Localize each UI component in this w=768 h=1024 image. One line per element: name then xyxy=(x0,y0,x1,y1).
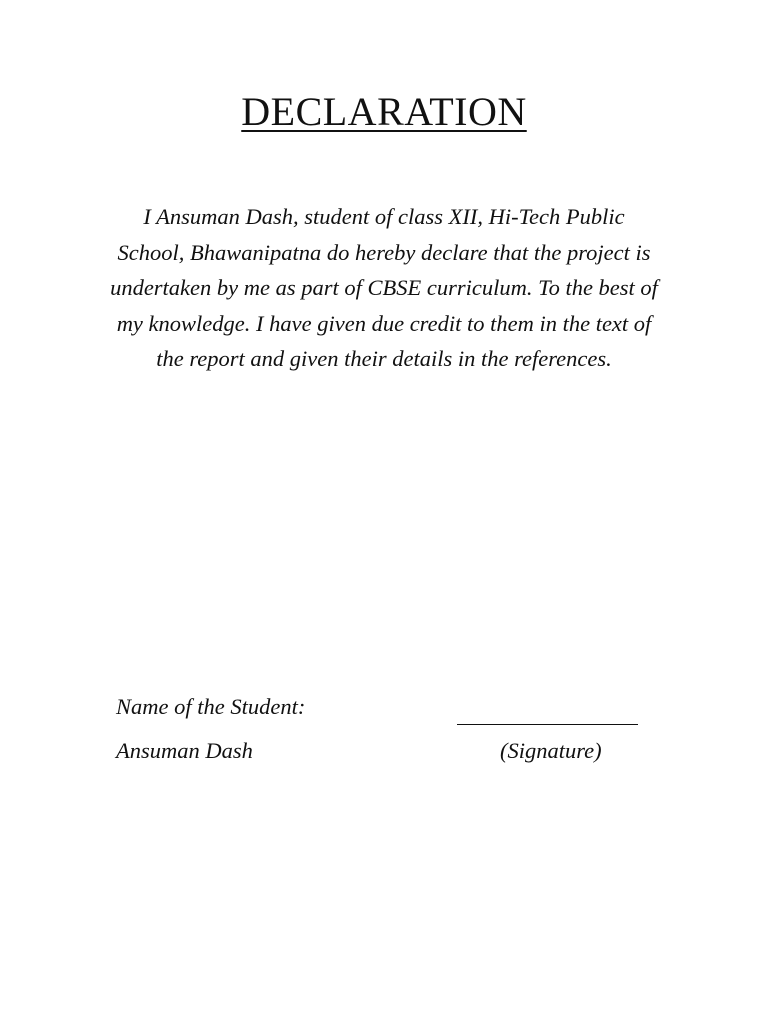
name-value-row xyxy=(116,738,656,782)
student-name-label: Name of the Student: xyxy=(116,694,306,719)
signature-label: (Signature) xyxy=(500,738,602,763)
signature-block xyxy=(116,694,656,782)
declaration-paragraph: I Ansuman Dash, student of class XII, Hi-Tech Public School, Bhawanipatna do hereby declare that the project is undertaken by me as part of CBSE curriculum. To the best of my knowledge. I have given due credit to them in the text of the report and given their details in the references. xyxy=(110,204,658,371)
page-title xyxy=(0,88,768,135)
name-row xyxy=(116,694,656,738)
page-title-text: DECLARATION xyxy=(241,89,527,134)
signature-line xyxy=(457,694,638,725)
student-name: Ansuman Dash xyxy=(116,738,253,763)
